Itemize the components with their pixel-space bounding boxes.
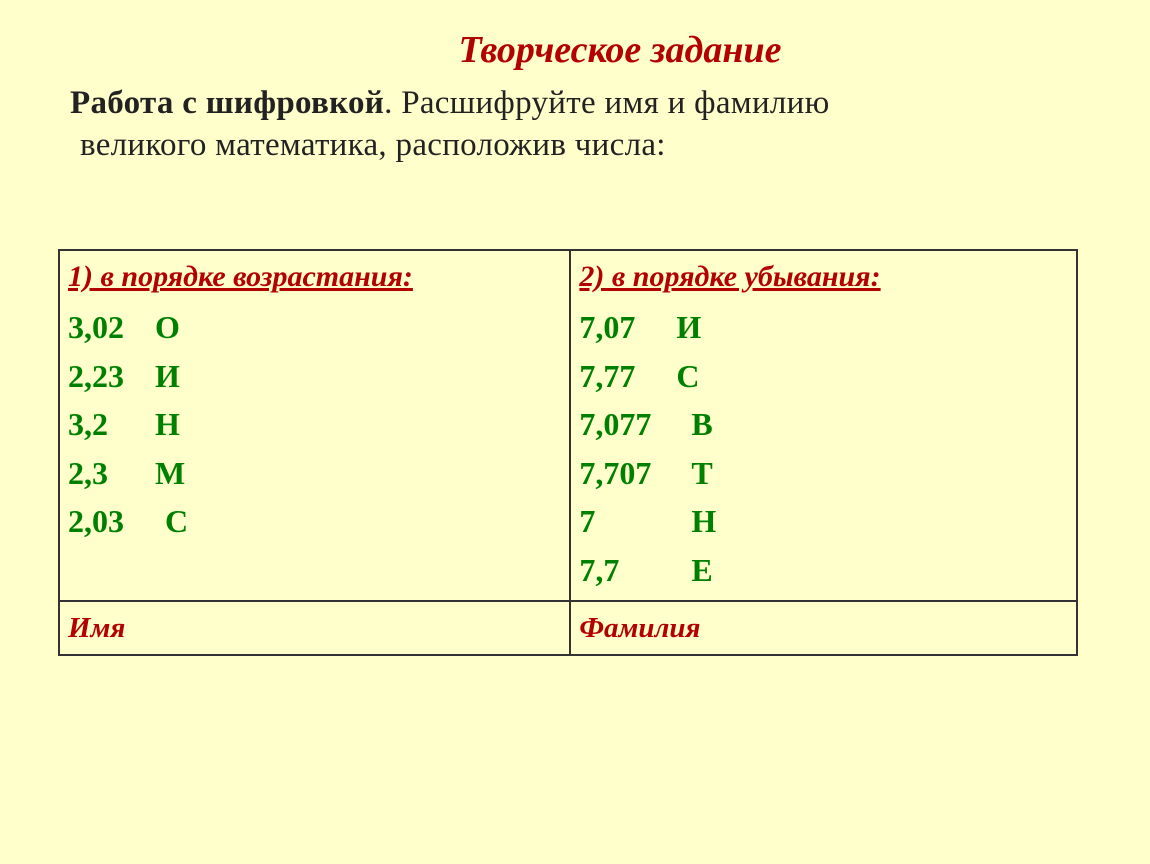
number-value: 2,23: [68, 357, 124, 394]
table-row: [579, 303, 1068, 352]
task-label: Работа с шифровкой: [70, 85, 385, 121]
table-row: [579, 497, 1068, 546]
descending-header: 2) в порядке убывания:: [579, 260, 881, 293]
cipher-letter: В: [691, 406, 713, 442]
table-body-row: [59, 250, 1077, 601]
table-row: [579, 449, 1068, 498]
task-text-line1: . Расшифруйте имя и фамилию: [384, 85, 830, 121]
table-row: [68, 449, 561, 498]
ascending-header: 1) в порядке возрастания:: [68, 260, 413, 293]
table-row: [68, 352, 561, 401]
table-footer-row: [59, 601, 1077, 655]
number-value: 2,3: [68, 454, 108, 491]
cipher-letter: И: [155, 357, 180, 394]
name-answer-cell: Имя: [59, 601, 570, 655]
cipher-letter: С: [676, 357, 700, 394]
cipher-letter: С: [165, 503, 189, 539]
task-text-line2: великого математика, расположив числа:: [80, 127, 666, 163]
number-value: 2,03: [68, 503, 124, 539]
cipher-letter: М: [155, 454, 186, 491]
cipher-letter: Н: [691, 503, 717, 539]
number-value: 3,2: [68, 406, 108, 442]
cipher-letter: Т: [691, 454, 713, 491]
cipher-table: [58, 249, 1078, 656]
page-title: Творческое задание: [458, 29, 782, 71]
number-value: 3,02: [68, 309, 124, 345]
table-row: [579, 400, 1068, 449]
number-value: 7: [579, 503, 596, 539]
cipher-letter: О: [155, 309, 180, 345]
table-row: [579, 546, 1068, 595]
table-row: [68, 400, 561, 449]
cipher-letter: И: [676, 309, 702, 345]
ascending-column: [59, 250, 570, 601]
number-value: 7,07: [579, 309, 636, 345]
cipher-letter: Е: [691, 551, 713, 588]
number-value: 7,077: [579, 406, 652, 442]
table-row: [68, 497, 561, 546]
number-value: 7,77: [579, 357, 636, 394]
surname-answer-cell: Фамилия: [570, 601, 1077, 655]
cipher-letter: Н: [155, 406, 180, 442]
table-row: [579, 352, 1068, 401]
number-value: 7,707: [579, 454, 652, 491]
descending-column: [570, 250, 1077, 601]
task-description: [70, 82, 830, 166]
number-value: 7,7: [579, 551, 620, 588]
table-row: [68, 303, 561, 352]
